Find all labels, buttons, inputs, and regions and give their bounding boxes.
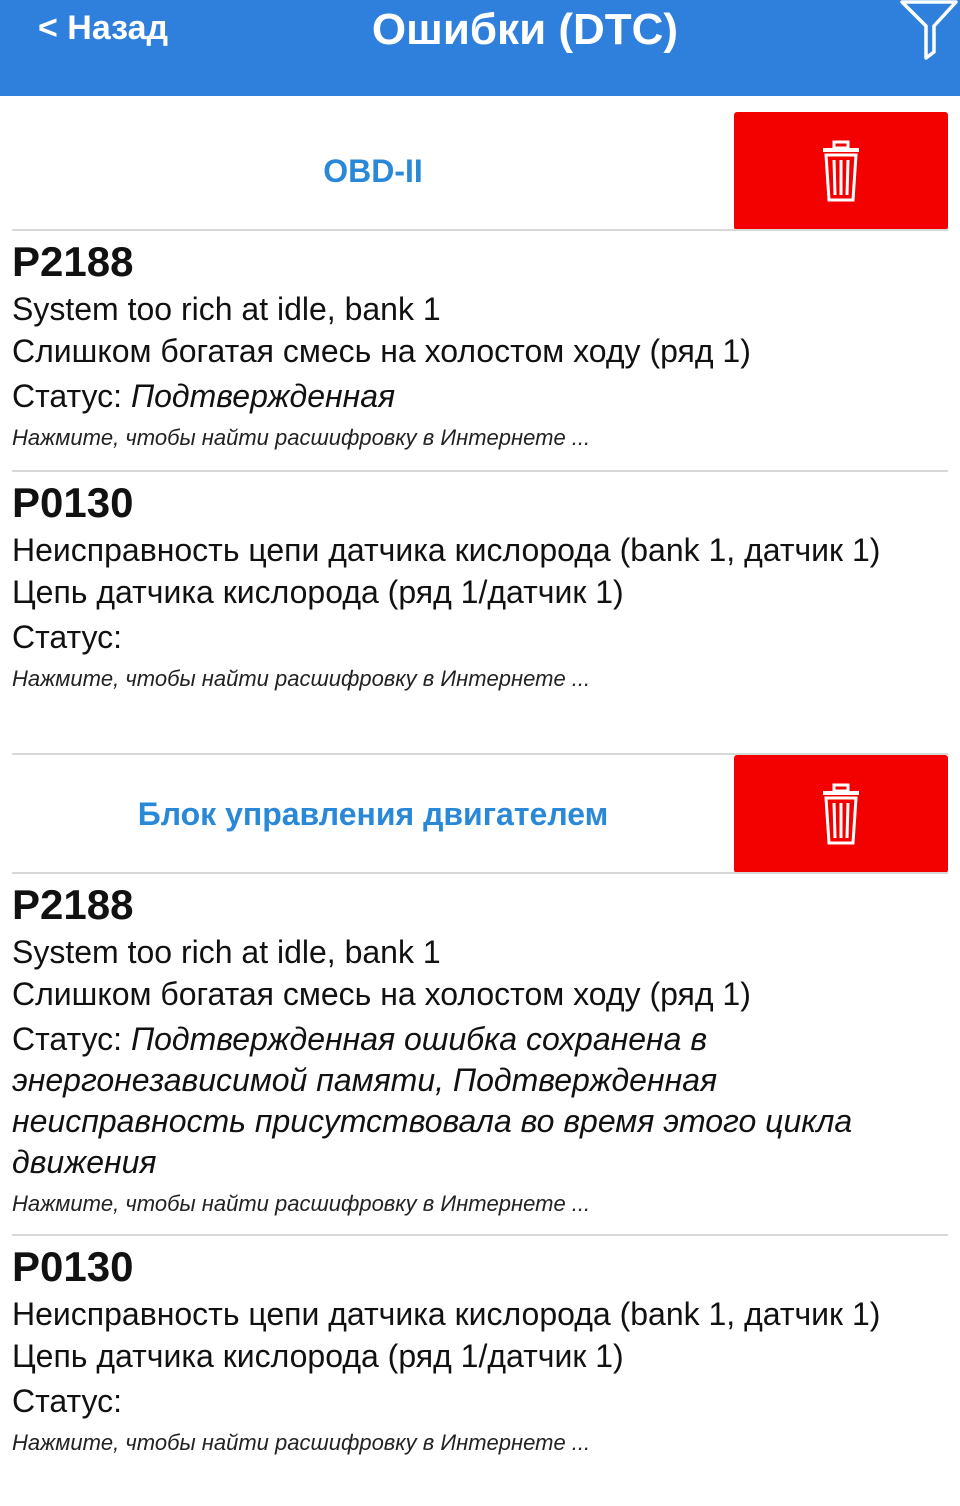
section-header-obd (12, 112, 948, 230)
status-label: Статус: (12, 378, 123, 414)
trash-icon (820, 783, 862, 845)
search-online-hint[interactable]: Нажмите, чтобы найти расшифровку в Интернете ... (12, 1191, 591, 1216)
page-title: Ошибки (DTC) (371, 5, 679, 54)
status-value: Подтвержденная (130, 378, 396, 414)
dtc-code: P0130 (12, 479, 134, 526)
filter-icon (898, 0, 960, 62)
delete-codes-button[interactable] (734, 755, 948, 873)
trash-icon (820, 140, 862, 202)
back-button[interactable]: < Назад (38, 9, 169, 47)
divider (12, 470, 948, 472)
dtc-description-en: Неисправность цепи датчика кислорода (bank 1, датчик 1) (12, 532, 881, 568)
status-label: Статус: (12, 1383, 123, 1419)
search-online-hint[interactable]: Нажмите, чтобы найти расшифровку в Интернете ... (12, 1430, 591, 1455)
dtc-description-ru: Слишком богатая смесь на холостом ходу (ряд 1) (12, 333, 751, 369)
delete-codes-button[interactable] (734, 112, 948, 230)
search-online-hint[interactable]: Нажмите, чтобы найти расшифровку в Интернете ... (12, 425, 591, 450)
divider (12, 229, 948, 231)
section-title: OBD-II (323, 153, 423, 189)
divider (12, 1234, 948, 1236)
dtc-status (12, 376, 942, 417)
dtc-description-en: Неисправность цепи датчика кислорода (bank 1, датчик 1) (12, 1296, 881, 1332)
top-bar (0, 0, 960, 96)
dtc-description-ru: Цепь датчика кислорода (ряд 1/датчик 1) (12, 1338, 624, 1374)
dtc-code: P0130 (12, 1243, 134, 1290)
dtc-item[interactable] (12, 1241, 942, 1460)
dtc-status (12, 617, 942, 658)
dtc-item[interactable] (12, 879, 942, 1221)
status-label: Статус: (12, 619, 123, 655)
dtc-status (12, 1019, 942, 1183)
search-online-hint[interactable]: Нажмите, чтобы найти расшифровку в Интернете ... (12, 666, 591, 691)
divider (12, 872, 948, 874)
dtc-description-ru: Слишком богатая смесь на холостом ходу (ряд 1) (12, 976, 751, 1012)
dtc-item[interactable] (12, 236, 942, 455)
section-header-ecu (12, 755, 948, 873)
status-label: Статус: (12, 1021, 123, 1057)
dtc-description-en: System too rich at idle, bank 1 (12, 291, 441, 327)
dtc-code: P2188 (12, 238, 134, 285)
filter-button[interactable] (898, 0, 960, 62)
dtc-status (12, 1381, 942, 1422)
dtc-description-ru: Цепь датчика кислорода (ряд 1/датчик 1) (12, 574, 624, 610)
dtc-item[interactable] (12, 477, 942, 696)
dtc-description-en: System too rich at idle, bank 1 (12, 934, 441, 970)
status-value: Подтвержденная ошибка сохранена в энергонезависимой памяти, Подтвержденная неисправность присутствовала во время этого цикла движения (12, 1021, 853, 1180)
section-title: Блок управления двигателем (137, 796, 609, 832)
dtc-code: P2188 (12, 881, 134, 928)
